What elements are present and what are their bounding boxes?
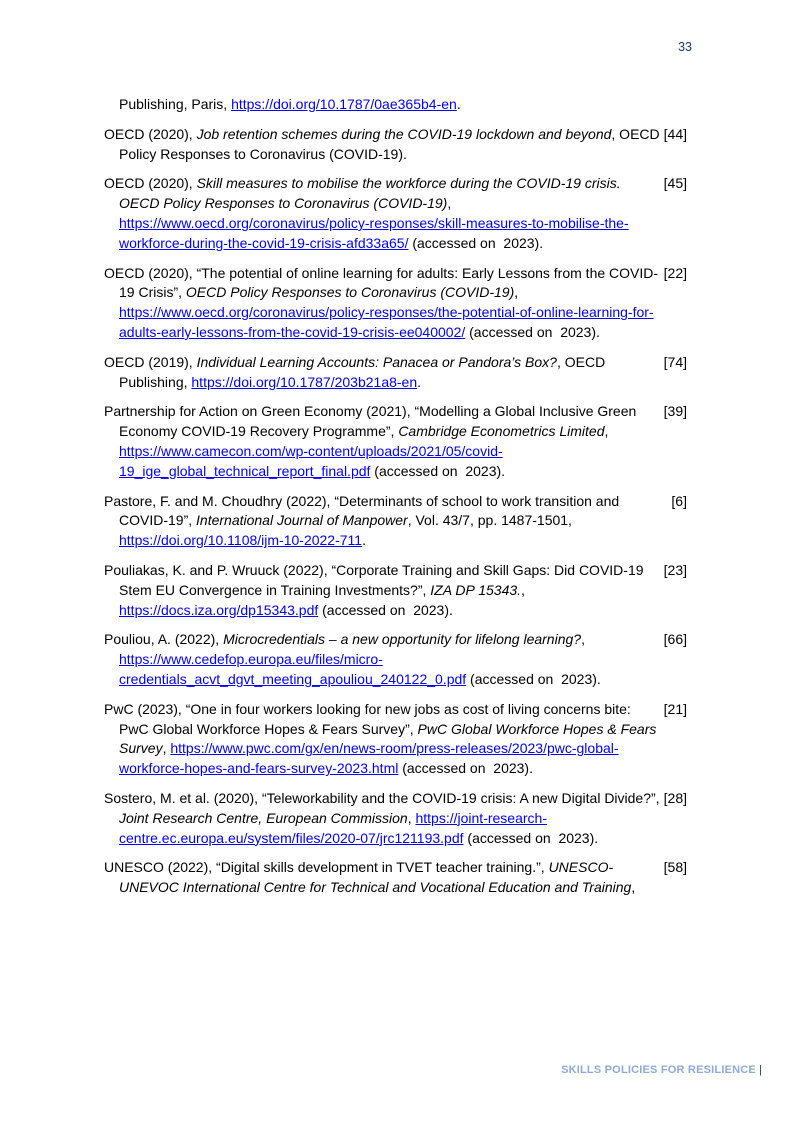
reference-title-italic: PwC Global Workforce Hopes & Fears Survey	[119, 720, 657, 757]
reference-citation-number: [39]	[663, 403, 687, 420]
page-footer	[561, 1064, 762, 1076]
reference-link[interactable]: https://docs.iza.org/dp15343.pdf	[119, 601, 319, 618]
reference-text-segment: ,	[604, 423, 609, 440]
reference-text-segment: OECD (2020), “The potential of online learning for adults: Early Lessons from the COVID-19 Crisis”,	[104, 264, 659, 301]
reference-text	[104, 561, 664, 620]
reference-title-italic: Job retention schemes during the COVID-19 lockdown and beyond	[196, 125, 612, 142]
reference-text-segment: (accessed on 2023).	[465, 323, 600, 340]
reference-text-segment: ,	[407, 809, 416, 826]
reference-text-segment: (accessed on 2023).	[408, 234, 544, 251]
reference-title-italic: International Journal of Manpower	[196, 512, 408, 529]
reference-text-segment: OECD (2020),	[104, 175, 197, 192]
footer-separator: |	[758, 1064, 762, 1076]
reference-text-segment: .	[417, 373, 422, 390]
footer-text: SKILLS POLICIES FOR RESILIENCE	[561, 1064, 756, 1076]
reference-text	[104, 858, 664, 898]
reference-text	[104, 789, 664, 848]
reference-link[interactable]: https://www.cedefop.europa.eu/files/micro-credentials_acvt_dgvt_meeting_apouliou_240122_0.pdf	[119, 651, 467, 687]
reference-citation-number: [28]	[663, 789, 687, 806]
reference-citation-number: [22]	[663, 264, 687, 281]
reference-text-segment: Pouliou, A. (2022),	[104, 631, 224, 648]
reference-item	[104, 353, 687, 393]
reference-text	[104, 125, 664, 165]
reference-text-segment: ,	[447, 195, 452, 212]
reference-link[interactable]: https://doi.org/10.1108/ijm-10-2022-711	[119, 532, 363, 549]
reference-title-italic: Cambridge Econometrics Limited	[398, 423, 605, 440]
reference-text	[104, 264, 664, 343]
reference-text-segment: ,	[162, 740, 171, 757]
reference-text	[104, 95, 666, 115]
reference-text	[104, 492, 666, 551]
reference-citation-number: [45]	[663, 175, 687, 192]
reference-text-segment: Pastore, F. and M. Choudhry (2022), “Determinants of school to work transition and COVID-19”,	[104, 492, 620, 529]
reference-title-italic: OECD Policy Responses to Coronavirus (COVID-19)	[185, 284, 515, 301]
reference-text-segment: (accessed on 2023).	[318, 601, 453, 618]
reference-item	[104, 95, 687, 115]
reference-text-segment: ,	[514, 284, 519, 301]
reference-text-segment: ,	[521, 581, 525, 598]
reference-text	[104, 630, 664, 689]
reference-item	[104, 174, 687, 253]
reference-title-italic: Individual Learning Accounts: Panacea or Pandora’s Box?	[196, 353, 557, 370]
reference-text-segment: Pouliakas, K. and P. Wruuck (2022), “Corporate Training and Skill Gaps: Did COVID-19 Stem EU Convergence in Training Investments?”,	[104, 561, 644, 598]
reference-text-segment: (accessed on 2023).	[370, 462, 506, 479]
reference-link[interactable]: https://joint-research-centre.ec.europa.eu/system/files/2020-07/jrc121193.pdf	[119, 809, 547, 846]
reference-text-segment: PwC (2023), “One in four workers looking for new jobs as cost of living concerns bite: PwC Global Workforce Hopes & Fears Survey”,	[104, 700, 631, 737]
reference-text-segment: .	[362, 532, 366, 549]
reference-link[interactable]: https://www.oecd.org/coronavirus/policy-responses/the-potential-of-online-learning-for-adults-early-lessons-from-the-covid-19-crisis-ee040002/	[119, 304, 654, 340]
reference-text	[104, 402, 664, 481]
reference-item	[104, 561, 687, 620]
reference-item	[104, 858, 687, 898]
reference-link[interactable]: https://www.camecon.com/wp-content/uploads/2021/05/covid-19_ige_global_technical_report_final.pdf	[119, 442, 503, 479]
reference-text-segment: (accessed on 2023).	[398, 760, 533, 777]
reference-item	[104, 700, 687, 779]
reference-text-segment: , Vol. 43/7, pp. 1487-1501,	[407, 512, 572, 529]
reference-citation-number: [66]	[663, 631, 687, 648]
reference-citation-number: [58]	[663, 859, 687, 876]
reference-text-segment: ,	[631, 879, 636, 896]
reference-text-segment: ,	[581, 631, 585, 648]
reference-citation-number: [21]	[663, 700, 687, 717]
reference-title-italic: IZA DP 15343.	[430, 581, 522, 598]
reference-text-segment: Publishing, Paris,	[119, 96, 232, 112]
reference-text-segment: (accessed on 2023).	[466, 670, 601, 687]
reference-text-segment: UNESCO (2022), “Digital skills development in TVET teacher training.”,	[104, 859, 549, 876]
reference-link[interactable]: https://www.oecd.org/coronavirus/policy-responses/skill-measures-to-mobilise-the-workforce-during-the-covid-19-crisis-afd33a65/	[119, 214, 629, 251]
reference-title-italic: Joint Research Centre, European Commission	[119, 809, 408, 826]
reference-text	[104, 174, 664, 253]
reference-text-segment: , OECD Publishing,	[119, 353, 606, 390]
reference-link[interactable]: https://www.pwc.com/gx/en/news-room/press-releases/2023/pwc-global-workforce-hopes-and-fears-survey-2023.html	[119, 740, 619, 777]
reference-citation-number: [6]	[671, 492, 687, 509]
reference-text-segment: , OECD Policy Responses to Coronavirus (COVID-19).	[119, 125, 660, 162]
reference-item	[104, 402, 687, 481]
reference-text-segment: Partnership for Action on Green Economy (2021), “Modelling a Global Inclusive Green Economy COVID-19 Recovery Programme”,	[104, 403, 637, 440]
references-list	[104, 95, 687, 908]
reference-item	[104, 125, 687, 165]
reference-text-segment: .	[456, 96, 461, 112]
reference-text-segment: Sostero, M. et al. (2020), “Teleworkability and the COVID-19 crisis: A new Digital Divide?”,	[104, 789, 660, 806]
reference-title-italic: UNESCO-UNEVOC International Centre for Technical and Vocational Education and Training	[119, 859, 632, 896]
reference-text-segment: OECD (2019),	[104, 353, 197, 370]
reference-link[interactable]: https://doi.org/10.1787/203b21a8-en	[191, 373, 418, 390]
reference-item	[104, 630, 687, 689]
reference-text	[104, 700, 664, 779]
reference-citation-number: [23]	[663, 561, 687, 578]
reference-title-italic: Microcredentials – a new opportunity for lifelong learning?	[223, 631, 582, 648]
page-number: 33	[678, 40, 692, 54]
reference-citation-number: [74]	[663, 353, 687, 370]
reference-citation-number: [44]	[663, 125, 687, 142]
reference-item	[104, 492, 687, 551]
reference-item	[104, 789, 687, 848]
reference-text-segment: OECD (2020),	[104, 125, 197, 142]
reference-text	[104, 353, 664, 393]
reference-link[interactable]: https://doi.org/10.1787/0ae365b4-en	[231, 96, 457, 112]
reference-title-italic: Skill measures to mobilise the workforce during the COVID-19 crisis. OECD Policy Responses to Coronavirus (COVID-19)	[119, 175, 621, 212]
reference-item	[104, 264, 687, 343]
reference-text-segment: (accessed on 2023).	[463, 829, 599, 846]
